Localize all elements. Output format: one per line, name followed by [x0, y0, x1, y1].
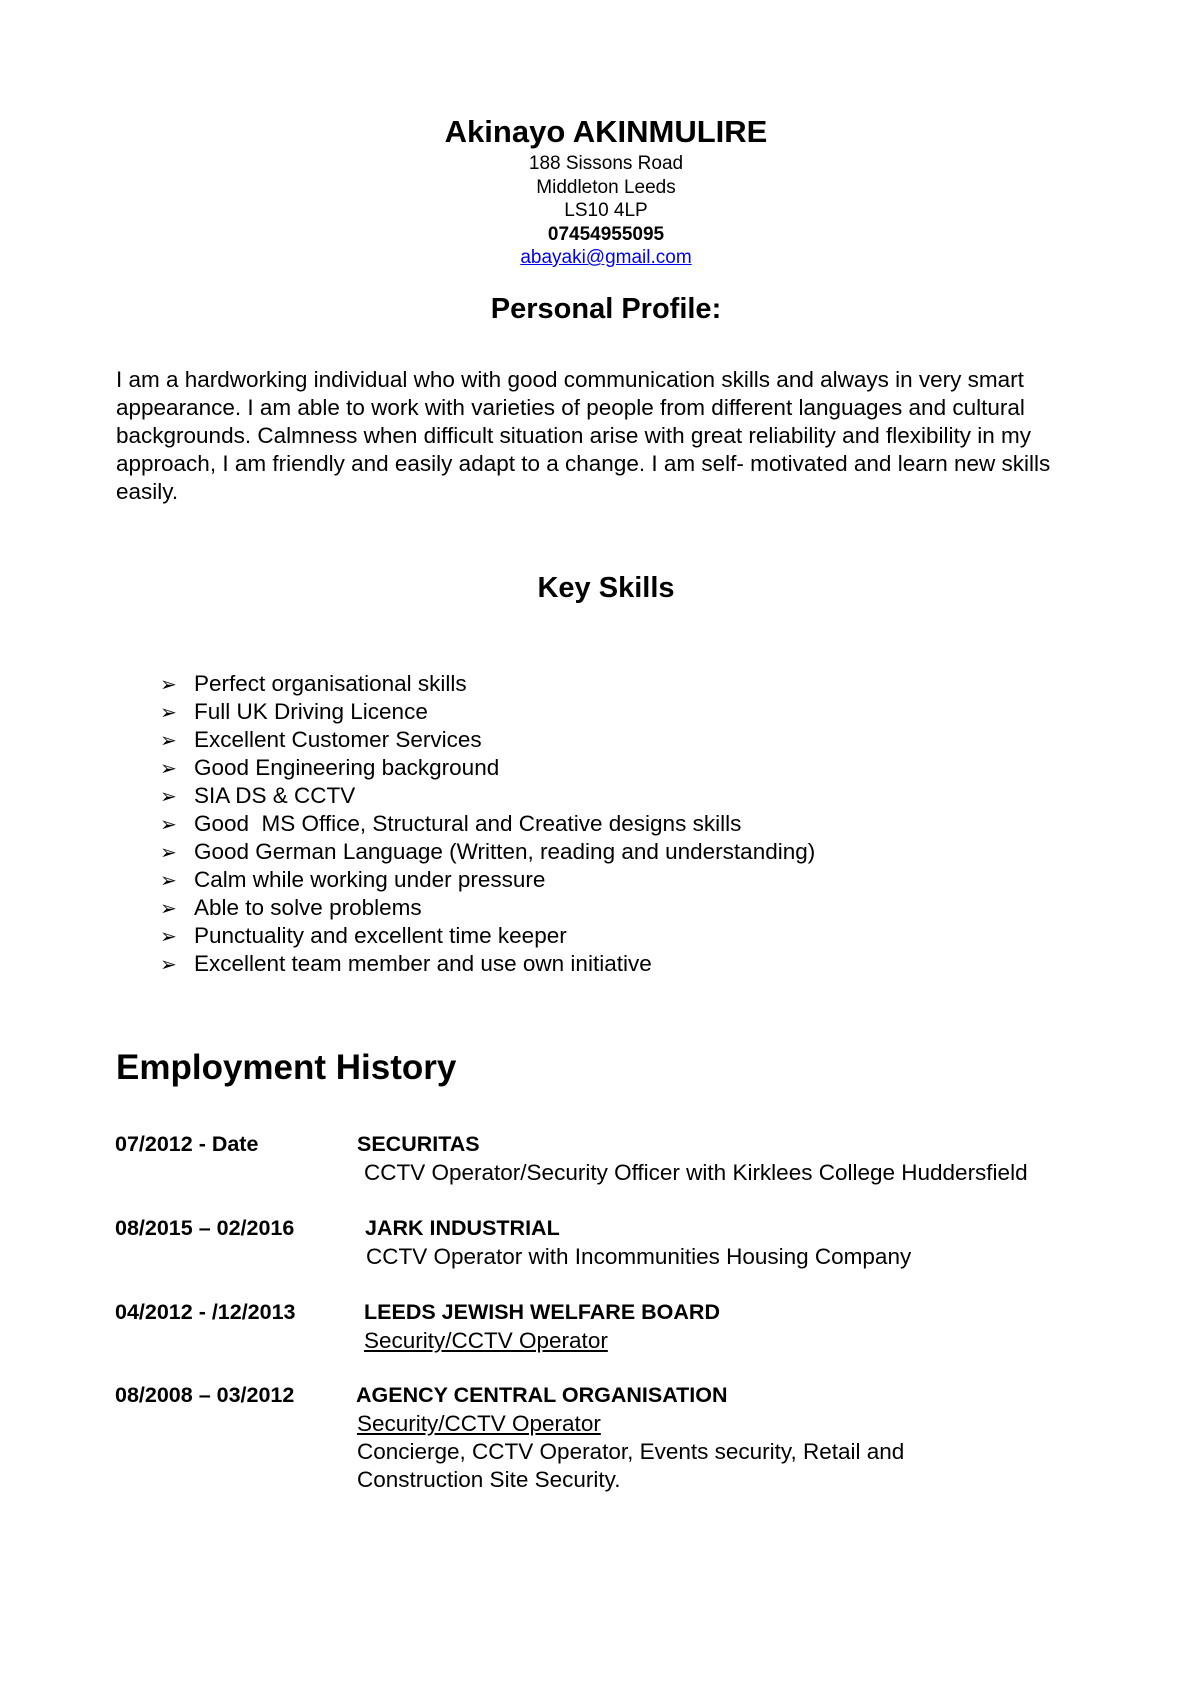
arrow-bullet-icon: ➢: [160, 730, 177, 752]
personal-profile-heading: Personal Profile:: [490, 293, 722, 325]
arrow-bullet-icon: ➢: [160, 870, 177, 892]
arrow-bullet-icon: ➢: [160, 954, 177, 976]
list-item: [160, 950, 815, 978]
job-date: 08/2008 – 03/2012: [115, 1383, 295, 1407]
job-company: SECURITAS: [357, 1132, 480, 1156]
arrow-bullet-icon: ➢: [160, 898, 177, 920]
job-date: 04/2012 - /12/2013: [115, 1300, 296, 1324]
list-item: [160, 698, 815, 726]
email-link[interactable]: abayaki@gmail.com: [520, 247, 692, 268]
job-details-line: Concierge, CCTV Operator, Events security, Retail and: [357, 1439, 905, 1464]
cv-header: [0, 112, 1200, 270]
skill-text: Good German Language (Written, reading and understanding): [194, 839, 816, 864]
list-item: [160, 726, 815, 754]
arrow-bullet-icon: ➢: [160, 842, 177, 864]
arrow-bullet-icon: ➢: [160, 674, 177, 696]
postcode: LS10 4LP: [564, 200, 648, 221]
arrow-bullet-icon: ➢: [160, 702, 177, 724]
job-role: CCTV Operator with Incommunities Housing Company: [366, 1244, 912, 1269]
job-company: AGENCY CENTRAL ORGANISATION: [356, 1383, 728, 1407]
list-item: [160, 670, 815, 698]
skill-text: Calm while working under pressure: [194, 867, 546, 892]
employment-history-heading: Employment History: [116, 1048, 457, 1087]
address-line-2: Middleton Leeds: [536, 176, 676, 198]
list-item: [160, 810, 815, 838]
skill-text: Excellent team member and use own initiative: [194, 951, 652, 976]
list-item: [160, 782, 815, 810]
list-item: [160, 838, 815, 866]
personal-profile-text: I am a hardworking individual who with good communication skills and always in very smart appearance. I am able to work with varieties of people from different languages and cultural backgrounds. Calmness when difficult situation arise with great reliability and flexibility in my approach, I am friendly and easily adapt to a change. I am self- motivated and learn new skills easily.: [116, 367, 1051, 504]
skill-text: Full UK Driving Licence: [194, 699, 428, 724]
skill-text: Able to solve problems: [194, 895, 422, 920]
skill-text: Good MS Office, Structural and Creative designs skills: [194, 811, 742, 836]
arrow-bullet-icon: ➢: [160, 786, 177, 808]
skill-text: Good Engineering background: [194, 755, 500, 780]
key-skills-heading: Key Skills: [537, 572, 675, 604]
candidate-name: Akinayo AKINMULIRE: [444, 114, 768, 149]
arrow-bullet-icon: ➢: [160, 758, 177, 780]
skill-text: SIA DS & CCTV: [194, 783, 356, 808]
list-item: [160, 754, 815, 782]
skill-text: Excellent Customer Services: [194, 727, 482, 752]
job-date: 08/2015 – 02/2016: [115, 1216, 295, 1240]
job-role: Security/CCTV Operator: [364, 1328, 608, 1353]
arrow-bullet-icon: ➢: [160, 926, 177, 948]
list-item: [160, 866, 815, 894]
list-item: [160, 894, 815, 922]
job-company: JARK INDUSTRIAL: [365, 1216, 560, 1240]
key-skills-list: [160, 670, 815, 978]
job-company: LEEDS JEWISH WELFARE BOARD: [364, 1300, 720, 1324]
address-line-1: 188 Sissons Road: [528, 153, 684, 174]
list-item: [160, 922, 815, 950]
job-date: 07/2012 - Date: [115, 1132, 259, 1156]
skill-text: Perfect organisational skills: [194, 671, 467, 696]
phone-number: 07454955095: [547, 223, 665, 245]
skill-text: Punctuality and excellent time keeper: [194, 923, 567, 948]
job-role: Security/CCTV Operator: [357, 1411, 601, 1436]
job-role: CCTV Operator/Security Officer with Kirklees College Huddersfield: [364, 1160, 1028, 1185]
job-details-line: Construction Site Security.: [357, 1467, 621, 1492]
arrow-bullet-icon: ➢: [160, 814, 177, 836]
